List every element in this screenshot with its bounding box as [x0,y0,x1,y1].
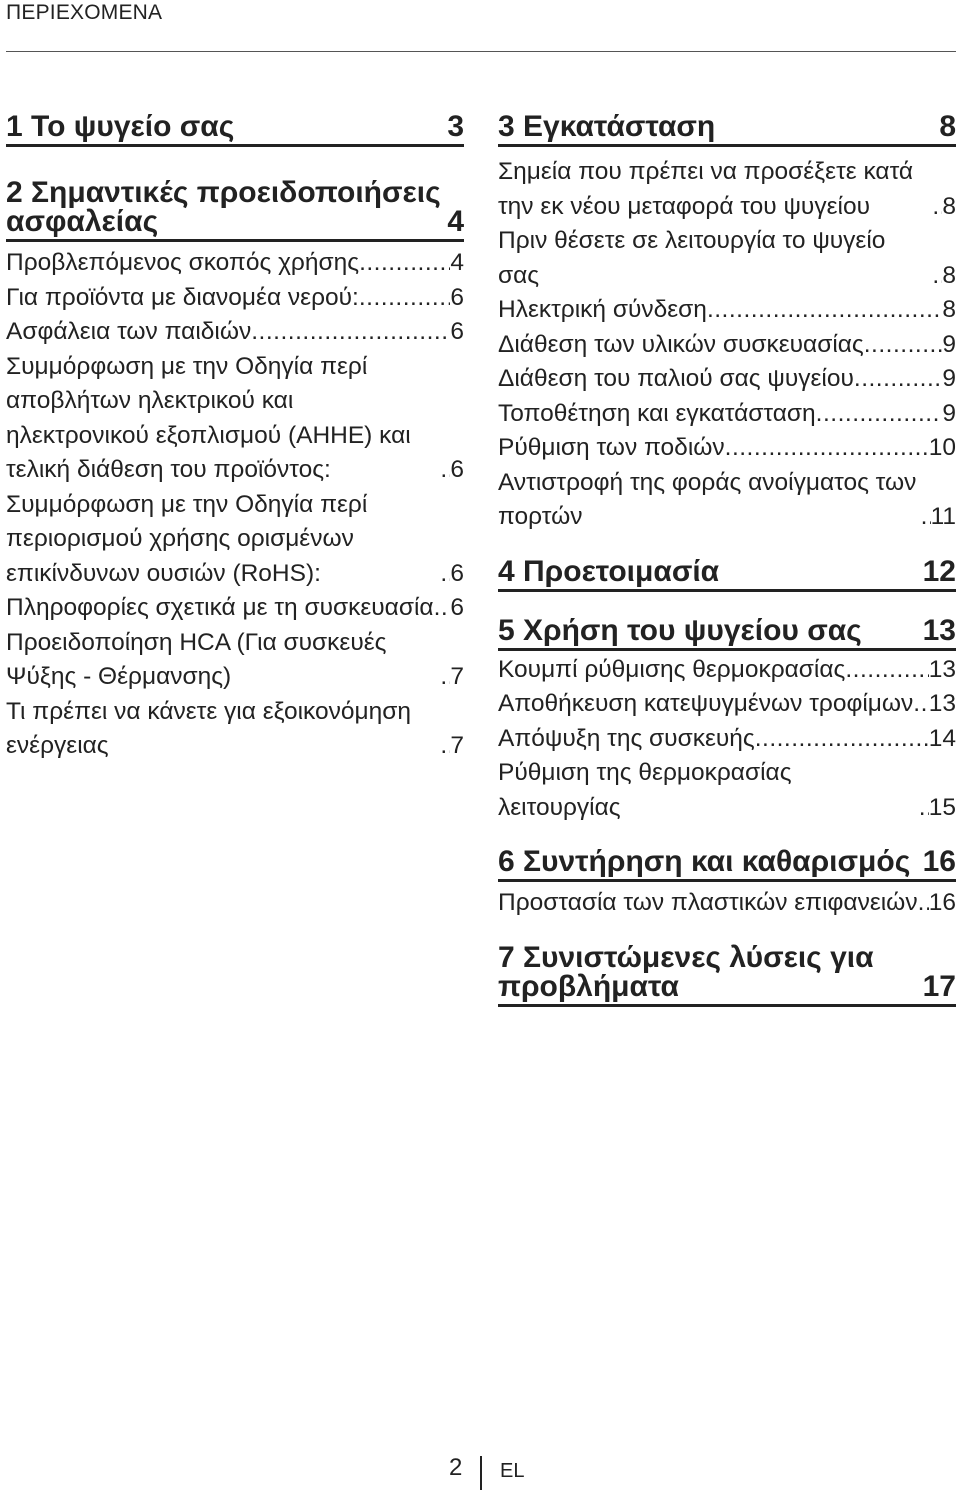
dot-leader [913,687,928,722]
entry-text: Αποθήκευση κατεψυγμένων τροφίμων [498,690,914,717]
toc-chapter-4[interactable] [498,554,956,592]
dot-leader [434,591,451,626]
dot-leader [854,362,942,397]
chapter-page: 4 [447,205,464,238]
entry-text: Πριν θέσετε σε λειτουργία το ψυγείο σας [498,227,886,289]
entry-page: 8 [942,296,956,323]
chapter-title: 2 Σημαντικές προειδοποιήσεις ασφαλείας [6,176,441,238]
entry-text: Διάθεση του παλιού σας ψυγείου [498,365,854,392]
entry-page: 15 [928,793,956,821]
entry-page: 13 [928,690,956,717]
entry-text: Προβλεπόμενος σκοπός χρήσης [6,249,360,276]
entry-text: Τοποθέτηση και εγκατάσταση [498,399,816,427]
chapter-page: 12 [922,554,956,588]
entry-page: 9 [942,330,956,358]
entry-page: 8 [942,261,956,289]
chapter-page: 17 [922,969,956,1003]
toc-chapter-3[interactable] [498,112,956,147]
chapter-page: 8 [939,110,956,143]
dot-leader [359,281,451,316]
entry-page: 7 [450,663,464,690]
entry-page: 13 [928,655,956,683]
entry-text: Προειδοποίηση HCA (Για συσκευές Ψύξης - Θέρμανσης) [6,628,387,690]
dot-leader [816,397,943,432]
toc-entry[interactable] [498,653,956,688]
dot-leader [919,791,929,826]
entry-page: 7 [450,732,464,759]
chapter-title: 7 Συνιστώμενες λύσεις για προβλήματα [498,940,874,1003]
page-header-title: ΠΕΡΙΕΧΟΜΕΝΑ [6,1,163,24]
entry-page: 6 [450,318,464,345]
entry-text: Ρύθμιση των ποδιών [498,434,725,461]
toc-entry[interactable] [6,626,464,695]
entry-page: 6 [450,456,464,483]
entry-page: 9 [942,365,956,392]
dot-leader [921,500,931,535]
dot-leader [359,246,450,281]
page-number: 2 [449,1454,463,1481]
entry-text: Για προϊόντα με διανομέα νερού: [6,283,359,311]
chapter-page: 3 [447,110,464,143]
entry-page: 8 [942,192,956,220]
toc-left-column [6,112,464,764]
header-divider [6,51,956,52]
dot-leader [251,315,450,350]
chapter-page: 13 [922,613,956,647]
dot-leader [440,453,450,488]
toc-entry[interactable] [498,886,956,921]
language-code: EL [500,1460,525,1482]
entry-text: Πληροφορίες σχετικά με τη συσκευασία [6,594,434,621]
entry-page: 14 [928,724,956,752]
toc-entry[interactable] [498,362,956,397]
toc-chapter-1[interactable] [6,112,464,147]
toc-entry[interactable] [498,155,956,224]
entry-text: Συμμόρφωση με την Οδηγία περί αποβλήτων ηλεκτρικού και ηλεκτρονικού εξοπλισμού (ΑΗΗΕ) και τελική διάθεση του προϊόντος: [6,352,411,483]
toc-entry[interactable] [498,224,956,293]
chapter-title: 6 Συντήρηση και καθαρισμός [498,845,911,878]
toc-entry[interactable] [498,687,956,722]
entry-text: Απόψυξη της συσκευής [498,724,755,752]
page-footer [0,1454,960,1494]
entry-page: 10 [928,434,956,461]
toc-entry[interactable] [498,293,956,328]
toc-entry[interactable] [498,466,956,535]
chapter-title: 1 Το ψυγείο σας [6,110,235,143]
toc-entry[interactable] [498,722,956,757]
entry-page: 6 [450,283,464,311]
entry-page: 16 [928,889,956,916]
chapter-title: 5 Χρήση του ψυγείου σας [498,613,862,647]
dot-leader [755,722,929,757]
entry-text: Συμμόρφωση με την Οδηγία περί περιορισμού χρήσης ορισμένων επικίνδυνων ουσιών (RoHS): [6,490,368,587]
dot-leader [440,729,450,764]
toc-entry[interactable] [498,397,956,432]
entry-page: 6 [450,594,464,621]
entry-text: Ασφάλεια των παιδιών [6,318,252,345]
footer-divider [480,1456,482,1490]
dot-leader [932,190,942,225]
entry-text: Τι πρέπει να κάνετε για εξοικονόμηση ενέργειας [6,697,411,759]
toc-right-column [498,112,956,1007]
toc-entry[interactable] [498,328,956,363]
toc-entry[interactable] [498,756,956,825]
entry-text: Αντιστροφή της φοράς ανοίγματος των πορτών [498,468,917,530]
chapter-title: 3 Εγκατάσταση [498,110,716,143]
toc-entry[interactable] [6,591,464,626]
dot-leader [707,293,942,328]
chapter-title: 4 Προετοιμασία [498,554,720,588]
dot-leader [725,431,929,466]
dot-leader [918,886,929,921]
entry-page: 6 [450,559,464,587]
toc-entry[interactable] [6,246,464,281]
entry-text: Σημεία που πρέπει να προσέξετε κατά την εκ νέου μεταφορά του ψυγείου [498,158,914,220]
toc-chapter-2[interactable] [6,178,464,242]
entry-text: Ρύθμιση της θερμοκρασίας λειτουργίας [498,759,792,821]
entry-text: Κουμπί ρύθμισης θερμοκρασίας [498,655,846,683]
dot-leader [932,259,942,294]
toc-entry[interactable] [6,695,464,764]
entry-text: Προστασία των πλαστικών επιφανειών [498,889,918,916]
entry-text: Διάθεση των υλικών συσκευασίας [498,330,864,358]
toc-entry[interactable] [6,281,464,316]
entry-page: 4 [450,249,464,276]
entry-page: 9 [942,399,956,427]
toc-chapter-5[interactable] [498,613,956,651]
toc-chapter-6[interactable] [498,847,956,882]
dot-leader [440,557,450,592]
toc-entry[interactable] [498,431,956,466]
dot-leader [864,328,943,363]
dot-leader [440,660,450,695]
dot-leader [845,653,928,688]
toc-entry[interactable] [6,315,464,350]
entry-text: Ηλεκτρική σύνδεση [498,296,707,323]
toc-chapter-7[interactable] [498,940,956,1007]
toc-entry[interactable] [6,488,464,592]
chapter-page: 16 [922,845,956,878]
entry-page: 11 [930,503,956,530]
toc-entry[interactable] [6,350,464,488]
